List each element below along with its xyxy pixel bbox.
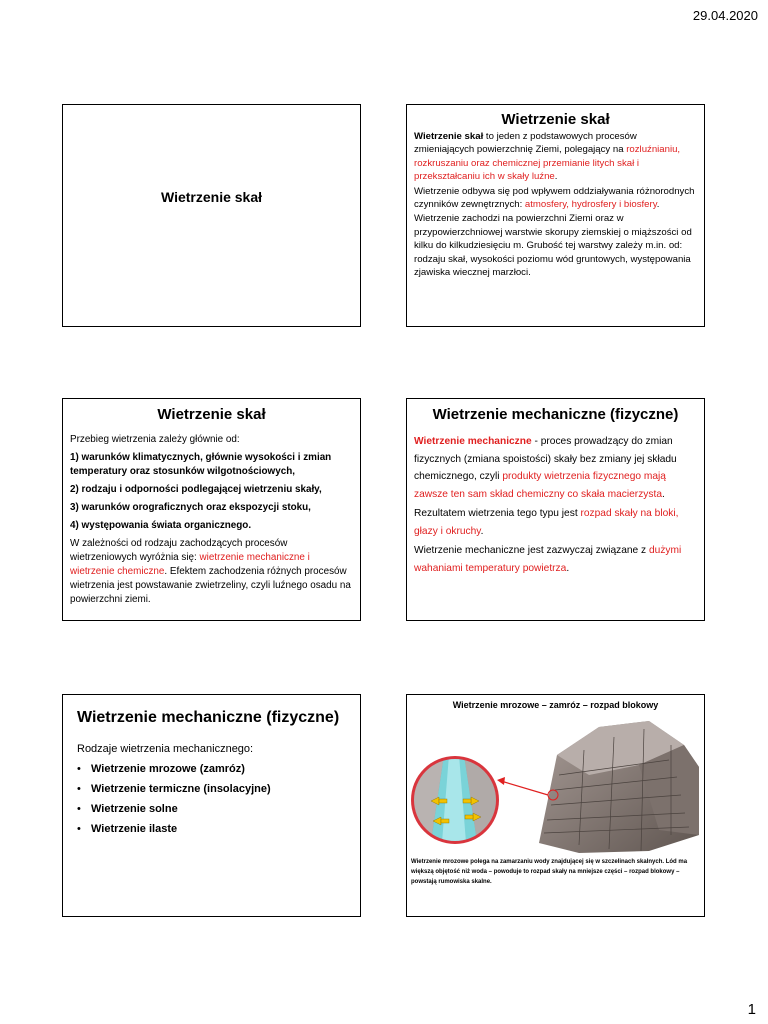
text: . [656, 199, 660, 211]
figure-title: Wietrzenie mrozowe – zamróz – rozpad blokowy [452, 700, 659, 710]
highlight-red: rozluźnianiu, rozkruszaniu oraz chemicznej przemianie litych skał i przekształcaniu ich w skały luźne [414, 144, 681, 183]
paragraph [414, 185, 697, 212]
figure-caption: Wietrzenie mrozowe polega na zamarzaniu wody znajdującej się w szczelinach skalnych. Lód ma większą objętość niż woda – powoduje to rozpad skały na mniejsze części – rozpad blokowy – powstają rumowiska skalne. [411, 859, 688, 885]
date-header: 29.04.2020 [692, 8, 758, 23]
list-item: • Wietrzenie mrozowe (zamróz) [77, 763, 346, 775]
slide-body [414, 130, 697, 279]
paragraph [70, 537, 353, 607]
list-item: 4) występowania świata organicznego. [70, 520, 252, 531]
list-item: • Wietrzenie ilaste [77, 823, 346, 835]
slide-5 [62, 694, 361, 917]
text: . [661, 488, 665, 500]
intro-text: Rodzaje wietrzenia mechanicznego: [77, 743, 254, 755]
highlight-red: wietrzenie mechaniczne i wietrzenie chemiczne [70, 552, 310, 577]
frost-weathering-illustration [409, 715, 702, 855]
slide-title: Wietrzenie skał [501, 111, 610, 128]
slide-2 [406, 104, 705, 327]
highlight-red: rozpad skały na bloki, głazy i okruchy [414, 508, 679, 537]
paragraph [414, 433, 697, 503]
paragraph [414, 542, 697, 577]
paragraph [414, 130, 697, 184]
list-item: 2) rodzaju i odporności podlegającej wietrzeniu skały, [70, 484, 322, 495]
list-item: • Wietrzenie termiczne (insolacyjne) [77, 783, 346, 795]
bold-term: Wietrzenie skał [414, 131, 484, 142]
slide-title: Wietrzenie mechaniczne (fizyczne) [77, 709, 340, 726]
rock-cliff [539, 721, 699, 853]
highlight-red: produkty wietrzenia fizycznego mają zawsze ten sam skład chemiczny co skała macierzysta [414, 471, 666, 500]
highlight-red: dużymi wahaniami temperatury powietrza [414, 545, 682, 574]
text: Wietrzenie odbywa się pod wpływem oddziaływania różnorodnych czynników zewnętrznych: [414, 185, 695, 211]
list-item: 1) warunków klimatycznych, głównie wysokości i zmian temperatury oraz stosunków wilgotnościowych, [70, 452, 332, 477]
text: . Efektem zachodzenia różnych procesów wietrzenia jest powstawanie zwietrzeliny, czyli luźnego osadu na powierzchni ziemi. [70, 566, 351, 605]
text: . [554, 171, 558, 183]
list-item: • Wietrzenie solne [77, 803, 346, 815]
slide-body [414, 433, 697, 577]
bold-term: Wietrzenie mechaniczne [414, 436, 532, 447]
text: Wietrzenie mechaniczne jest zazwyczaj związane z [414, 545, 649, 556]
paragraph: Wietrzenie zachodzi na powierzchni Ziemi oraz w przypowierzchniowej warstwie skorupy ziemskiej o miąższości od kilku do kilkudziesięciu m. Grubość tej warstwy zależy m.in. od: rodzaju skał, wysokości poziomu wód gruntowych, występowania zjawiska wiecznej marzłoci. [414, 213, 692, 279]
pointer-arrow [497, 777, 548, 795]
slide-6 [406, 694, 705, 917]
slide-4 [406, 398, 705, 621]
slide-title: Wietrzenie mechaniczne (fizyczne) [432, 406, 679, 423]
slide-title: Wietrzenie skał [157, 406, 266, 423]
bullet-list [77, 763, 346, 835]
slide-3 [62, 398, 361, 621]
slide-1 [62, 104, 361, 327]
slide-body [70, 433, 353, 607]
text: - proces prowadzący do zmian fizycznych (zmiana spoistości) skały bez zmiany jej składu chemicznego, czyli [414, 436, 677, 482]
text: W zależności od rodzaju zachodzących procesów wietrzeniowych wyróżnia się: [70, 538, 288, 563]
text: . [480, 525, 484, 537]
page-number: 1 [747, 1001, 756, 1018]
slide-title: Wietrzenie skał [160, 189, 263, 205]
text: . [566, 562, 570, 574]
text: to jeden z podstawowych procesów zmieniających powierzchnię Ziemi, polegający na [414, 131, 637, 156]
zoom-circle [409, 755, 509, 855]
list-item: 3) warunków orograficznych oraz ekspozycji stoku, [70, 502, 311, 513]
intro-text: Przebieg wietrzenia zależy głównie od: [70, 434, 240, 445]
paragraph [414, 505, 697, 540]
text: Rezultatem wietrzenia tego typu jest [414, 508, 581, 519]
highlight-red: atmosfery, hydrosfery i biosfery [524, 199, 657, 211]
